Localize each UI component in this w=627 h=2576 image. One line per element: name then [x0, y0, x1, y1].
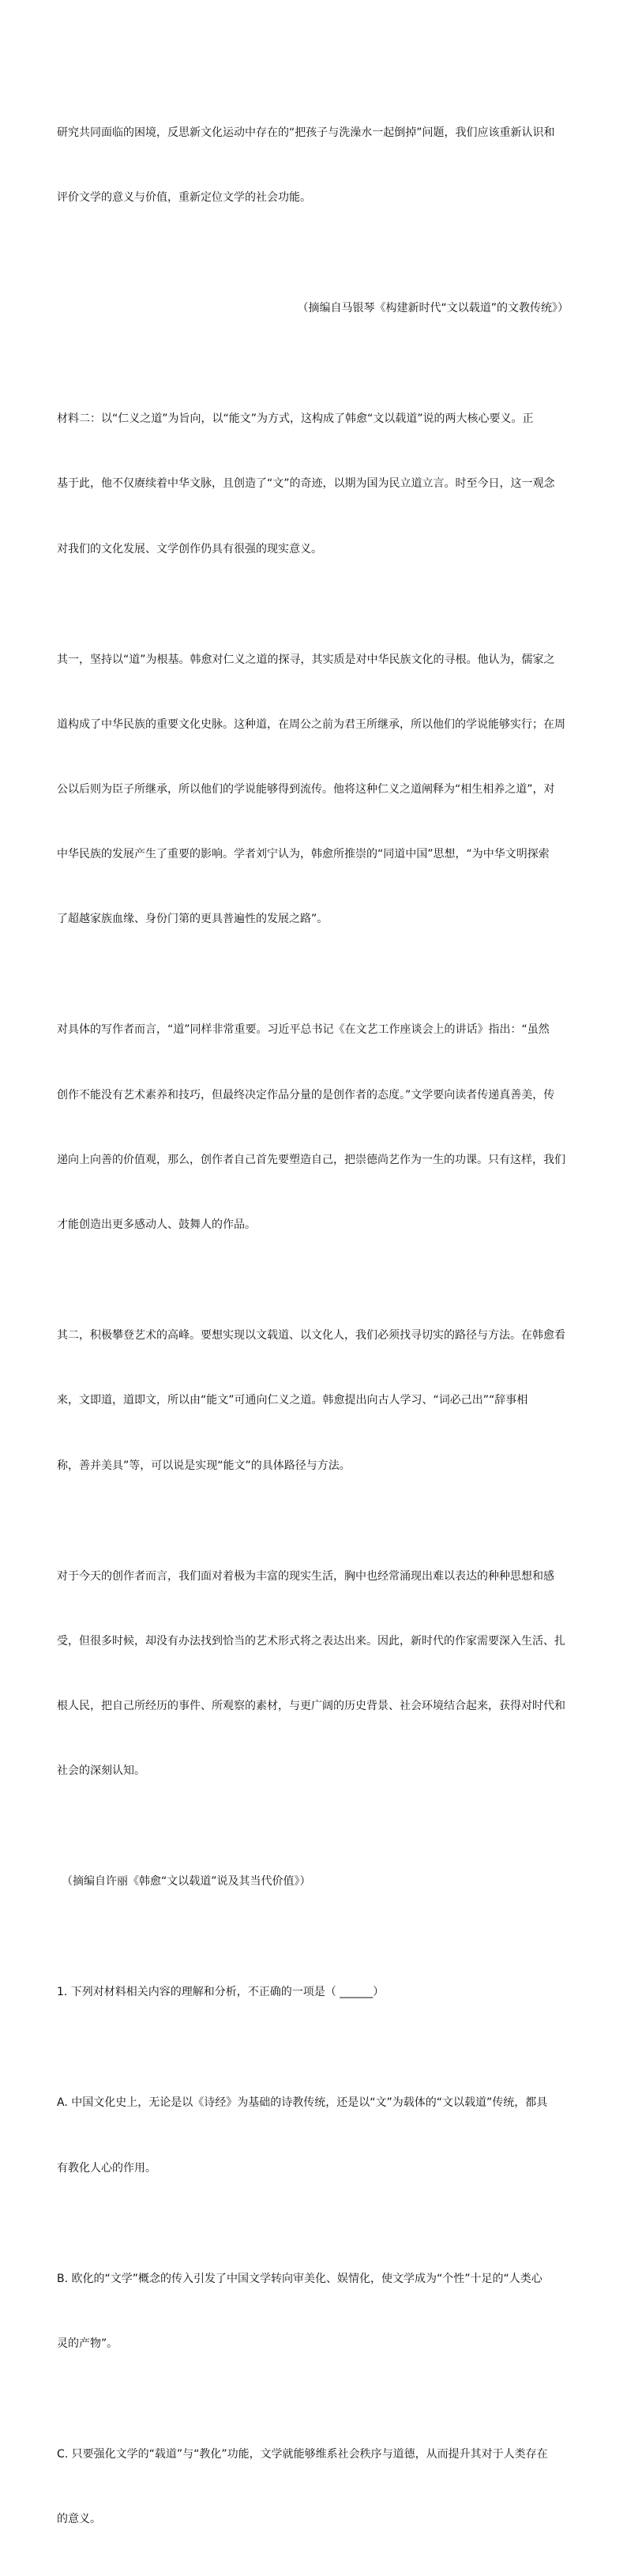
- text-line: 1. 下列对材料相关内容的理解和分析，不正确的一项是（ ______）: [57, 1986, 385, 1999]
- text-line: 基于此，他不仅赓续着中华文脉，且创造了“文”的奇迹，以期为国为民立道立言。时至今日，这一观念: [57, 477, 555, 491]
- paragraph-writers-dao: [57, 977, 569, 1280]
- text-line: C. 只要强化文学的“载道”与“教化”功能，文学就能够维系社会秩序与道德，从而提升其对于人类存在: [57, 2447, 548, 2461]
- text-line: 创作不能没有艺术素养和技巧，但最终决定作品分量的是创作者的态度。”文学要向读者传递真善美，传: [57, 1088, 555, 1102]
- text-line: 根人民，把自己所经历的事件、所观察的素材，与更广阔的历史背景、社会环境结合起来，获得对时代和: [57, 1700, 565, 1713]
- text-line: 的意义。: [57, 2513, 101, 2526]
- text-line: 才能创造出更多感动人、鼓舞人的作品。: [57, 1218, 256, 1232]
- text-line: 材料二：以“仁义之道”为旨向，以“能文”为方式，这构成了韩愈“文以载道”说的两大核心要义。正: [57, 412, 534, 426]
- paragraph-today-creators: [57, 1523, 569, 1826]
- text-line: 灵的产物”。: [57, 2337, 118, 2350]
- text-line: 中华民族的发展产生了重要的影响。学者刘宁认为，韩愈所推崇的“同道中国”思想，“为中华文明探索: [57, 848, 550, 861]
- paragraph-continuation: [57, 79, 569, 252]
- paragraph-point-two: [57, 1282, 569, 1520]
- text-line: 研究共同面临的困境，反思新文化运动中存在的“把孩子与洗澡水一起倒掉”问题，我们应该重新认识和: [57, 126, 555, 139]
- text-line: 递向上向善的价值观，那么，创作者自己首先要塑造自己，把崇德尚艺作为一生的功课。只有这样，我们: [57, 1153, 565, 1166]
- option-a: [57, 2050, 569, 2223]
- text-line: 称，善并美具”等，可以说是实现“能文”的具体路径与方法。: [57, 1459, 351, 1472]
- text-line: 其二，积极攀登艺术的高峰。要想实现以文载道、以文化人，我们必须找寻切实的路径与方法。在韩愈看: [57, 1329, 565, 1343]
- paragraph-point-one: [57, 606, 569, 974]
- text-line: 有教化人心的作用。: [57, 2161, 156, 2175]
- text-line: 了超越家族血缘、身份门第的更具普遍性的发展之路”。: [57, 913, 329, 926]
- text-line: A. 中国文化史上，无论是以《诗经》为基础的诗教传统，还是以“文”为载体的“文以载道”传统，都具: [57, 2096, 548, 2110]
- text-line: 来，文即道，道即文，所以由“能文”可通向仁义之道。韩愈提出向古人学习、“词必己出”“辞事相: [57, 1394, 528, 1407]
- text-line: 其一，坚持以“道”为根基。韩愈对仁义之道的探寻，其实质是对中华民族文化的寻根。他认为，儒家之: [57, 653, 555, 666]
- paragraph-material-two-intro: [57, 365, 569, 603]
- text-line: 公以后则为臣子所继承，所以他们的学说能够得到流传。他将这种仁义之道阐释为“相生相养之道”，对: [57, 783, 555, 796]
- text-line: 受，但很多时候，却没有办法找到恰当的艺术形式将之表达出来。因此，新时代的作家需要深入生活、扎: [57, 1634, 565, 1648]
- source-citation-material-one: [57, 254, 569, 363]
- text-line: （摘编自马银琴《构建新时代“文以载道”的文教传统》）: [297, 302, 569, 315]
- text-line: 社会的深刻认知。: [57, 1764, 145, 1778]
- text-line: 对具体的写作者而言，“道”同样非常重要。习近平总书记《在文艺工作座谈会上的讲话》指出：“虽然: [57, 1023, 550, 1037]
- source-citation-material-two: [57, 1828, 569, 1937]
- option-b: [57, 2225, 569, 2398]
- text-line: 对我们的文化发展、文学创作仍具有很强的现实意义。: [57, 542, 322, 555]
- text-line: 对于今天的创作者而言，我们面对着极为丰富的现实生活，胸中也经常涌现出难以表达的种种思想和感: [57, 1569, 554, 1583]
- text-line: 道构成了中华民族的重要文化史脉。这种道，在周公之前为君王所继承，所以他们的学说能够实行；在周: [57, 717, 565, 731]
- text-line: 评价文学的意义与价值，重新定位文学的社会功能。: [57, 191, 311, 205]
- question-stem: [57, 1939, 569, 2047]
- document-body: [57, 79, 569, 2576]
- text-line: （摘编自许丽《韩愈“文以载道”说及其当代价值》）: [62, 1875, 311, 1889]
- option-c: [57, 2401, 569, 2574]
- text-line: B. 欧化的“文学”概念的传入引发了中国文学转向审美化、娱情化，使文学成为“个性”十足的“人类心: [57, 2272, 543, 2285]
